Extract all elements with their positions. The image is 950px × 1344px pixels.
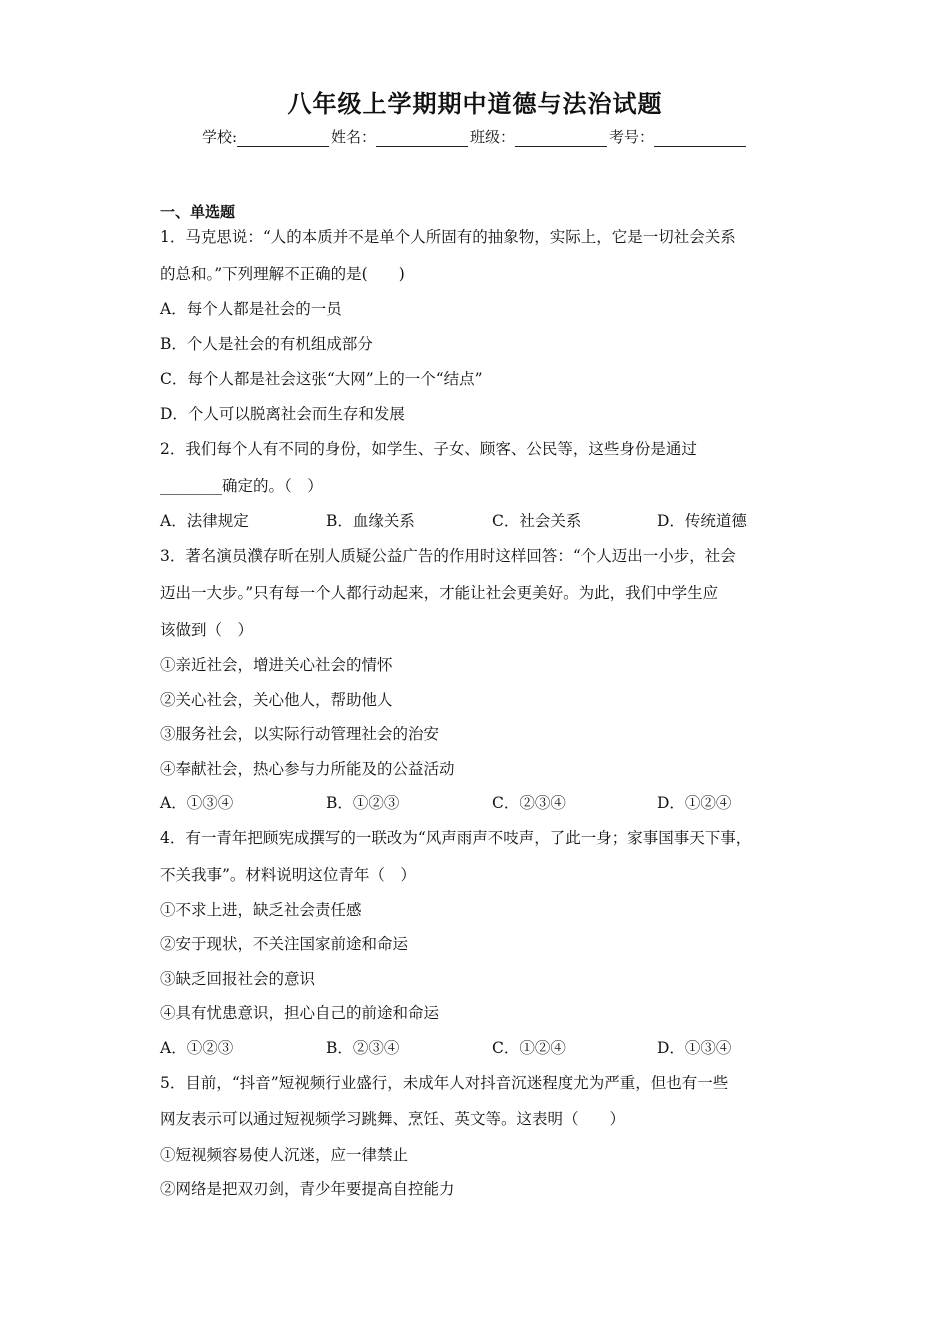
q4-statement-4: ④具有忧患意识，担心自己的前途和命运 [160,1004,440,1022]
q3-option-b: B．①②③ [326,794,400,812]
page-title: 八年级上学期期中道德与法治试题 [287,90,663,118]
q3-option-d: D．①②④ [657,794,732,812]
q3-statement-1: ①亲近社会，增进关心社会的情怀 [160,656,393,674]
q2-option-c: C．社会关系 [492,512,582,530]
q1-option-c: C．每个人都是社会这张“大网”上的一个“结点” [160,370,483,388]
q3-option-a: A．①③④ [160,794,234,812]
q3-statement-2: ②关心社会，关心他人，帮助他人 [160,691,393,709]
q4-option-c: C．①②④ [492,1039,566,1057]
class-blank [515,130,607,147]
name-blank [376,130,468,147]
q3-stem-line3: 该做到（ ） [160,621,254,639]
section-heading: 一、单选题 [160,203,236,221]
q4-stem-line2: 不关我事”。材料说明这位青年（ ） [160,866,416,884]
q3-option-c: C．②③④ [492,794,566,812]
name-label: 姓名： [331,128,377,146]
q2-option-d: D．传统道德 [657,512,747,530]
q2-stem-line2: ________确定的。（ ） [160,477,323,495]
student-info-line [0,126,950,147]
q4-statement-3: ③缺乏回报社会的意识 [160,970,316,988]
q5-statement-1: ①短视频容易使人沉迷，应一律禁止 [160,1146,409,1164]
q1-stem-line2: 的总和。”下列理解不正确的是( ) [160,265,405,283]
q1-option-d: D．个人可以脱离社会而生存和发展 [160,405,405,423]
q3-stem-line2: 迈出一大步。”只有每一个人都行动起来，才能让社会更美好。为此，我们中学生应 [160,584,719,602]
exam-no-blank [654,130,746,147]
school-blank [237,130,329,147]
q2-stem-line1: 2．我们每个人有不同的身份，如学生、子女、顾客、公民等，这些身份是通过 [160,440,697,458]
q4-option-a: A．①②③ [160,1039,234,1057]
q4-statement-2: ②安于现状，不关注国家前途和命运 [160,935,409,953]
q5-stem-line2: 网友表示可以通过短视频学习跳舞、烹饪、英文等。这表明（ ） [160,1110,626,1128]
q4-option-d: D．①③④ [657,1039,732,1057]
q1-option-a: A．每个人都是社会的一员 [160,300,342,318]
q3-statement-3: ③服务社会，以实际行动管理社会的治安 [160,725,440,743]
q3-stem-line1: 3．著名演员濮存昕在别人质疑公益广告的作用时这样回答：“个人迈出一小步，社会 [160,547,736,565]
q3-statement-4: ④奉献社会，热心参与力所能及的公益活动 [160,760,455,778]
q2-option-a: A．法律规定 [160,512,249,530]
q1-option-b: B．个人是社会的有机组成部分 [160,335,373,353]
q4-option-b: B．②③④ [326,1039,400,1057]
q5-stem-line1: 5．目前，“抖音”短视频行业盛行，未成年人对抖音沉迷程度尤为严重，但也有一些 [160,1074,729,1092]
exam-no-label: 考号： [609,128,655,146]
q2-option-b: B．血缘关系 [326,512,415,530]
q4-stem-line1: 4．有一青年把顾宪成撰写的一联改为“风声雨声不吱声，了此一身；家事国事天下事， [160,829,752,847]
q1-stem-line1: 1．马克思说：“人的本质并不是单个人所固有的抽象物，实际上，它是一切社会关系 [160,228,736,246]
school-label: 学校: [201,128,237,146]
class-label: 班级： [470,128,516,146]
q5-statement-2: ②网络是把双刃剑，青少年要提高自控能力 [160,1180,455,1198]
q4-statement-1: ①不求上进，缺乏社会责任感 [160,901,362,919]
